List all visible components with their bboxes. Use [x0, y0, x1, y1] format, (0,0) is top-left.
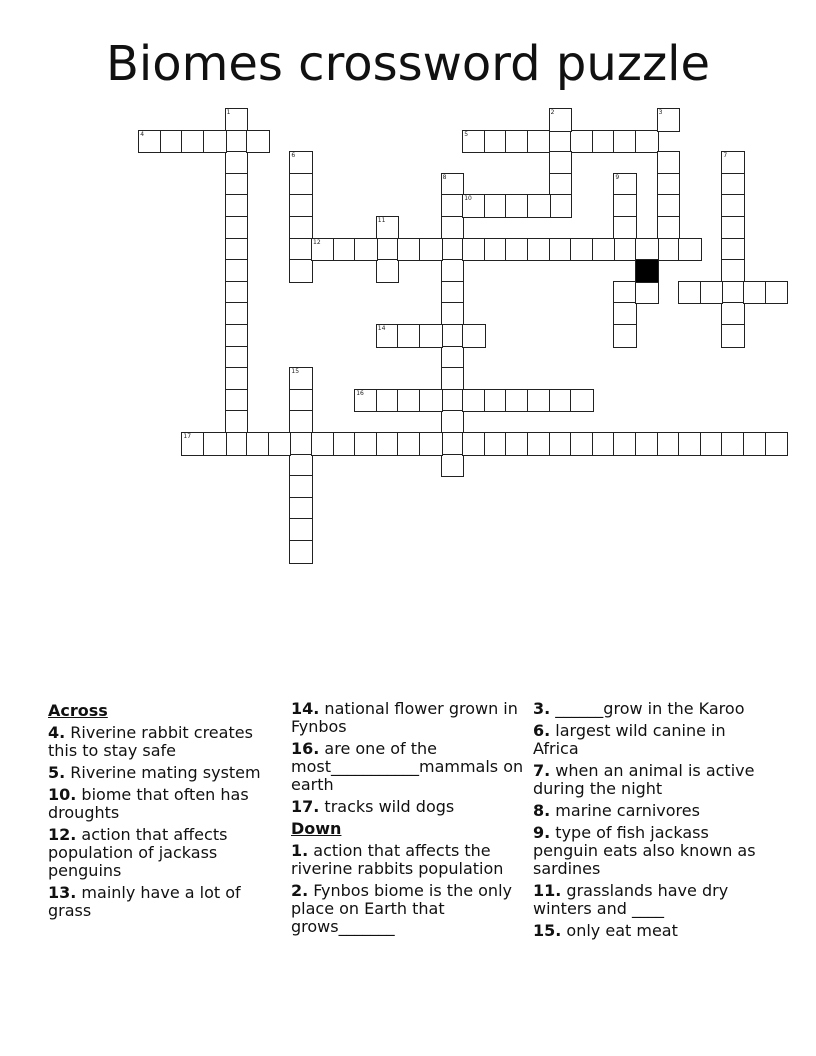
crossword-cell[interactable] — [225, 108, 249, 132]
clue-number-label: 16. — [291, 739, 320, 758]
crossword-cell[interactable] — [462, 389, 486, 413]
crossword-cell[interactable] — [635, 238, 659, 262]
crossword-cell[interactable] — [721, 238, 745, 262]
clue-text: are one of the most___________mammals on earth — [291, 739, 524, 794]
crossword-cell[interactable] — [225, 194, 249, 218]
crossword-cell[interactable] — [657, 173, 681, 197]
crossword-cell[interactable] — [289, 389, 313, 413]
clue-number: 10 — [464, 195, 472, 203]
crossword-cell[interactable] — [441, 367, 465, 391]
clue-number-label: 4. — [48, 723, 66, 742]
crossword-cell[interactable] — [549, 432, 573, 456]
crossword-cell[interactable] — [289, 475, 313, 499]
crossword-cell[interactable] — [765, 432, 789, 456]
clue-item — [533, 882, 773, 918]
crossword-cell[interactable] — [657, 432, 681, 456]
clue-text: national flower grown in Fynbos — [291, 699, 518, 736]
crossword-cell[interactable] — [397, 432, 421, 456]
crossword-cell[interactable] — [397, 238, 421, 262]
clue-number: 12 — [313, 238, 321, 246]
crossword-cell[interactable] — [505, 389, 529, 413]
clue-number: 8 — [442, 173, 447, 181]
clue-item — [291, 882, 526, 936]
clue-number: 7 — [723, 152, 728, 160]
crossword-cell[interactable] — [657, 151, 681, 175]
crossword-cell[interactable] — [311, 238, 335, 262]
clue-item — [291, 740, 526, 794]
crossword-cell[interactable] — [527, 194, 551, 218]
crossword-cell[interactable] — [549, 130, 573, 154]
clue-item — [48, 724, 278, 760]
clue-item — [48, 764, 278, 782]
crossword-cell[interactable] — [441, 389, 465, 413]
crossword-cell[interactable] — [635, 130, 659, 154]
clue-number-label: 3. — [533, 699, 551, 718]
crossword-cell[interactable] — [160, 130, 184, 154]
clue-number: 6 — [291, 152, 296, 160]
crossword-cell[interactable] — [484, 238, 508, 262]
crossword-cell[interactable] — [441, 410, 465, 434]
crossword-cell[interactable] — [289, 151, 313, 175]
crossword-cell[interactable] — [225, 173, 249, 197]
clue-number-label: 1. — [291, 841, 309, 860]
clue-number-label: 8. — [533, 801, 551, 820]
crossword-cell[interactable] — [225, 432, 249, 456]
crossword-cell[interactable] — [441, 281, 465, 305]
crossword-cell[interactable] — [570, 432, 594, 456]
crossword-cell[interactable] — [484, 130, 508, 154]
crossword-cell[interactable] — [289, 432, 313, 456]
crossword-cell[interactable] — [527, 432, 551, 456]
crossword-cell[interactable] — [613, 194, 637, 218]
crossword-cell[interactable] — [376, 259, 400, 283]
clue-item — [533, 762, 773, 798]
crossword-cell[interactable] — [289, 518, 313, 542]
crossword-cell[interactable] — [225, 130, 249, 154]
crossword-cell[interactable] — [419, 432, 443, 456]
crossword-cell[interactable] — [657, 216, 681, 240]
crossword-cell[interactable] — [246, 130, 270, 154]
crossword-cell[interactable] — [419, 389, 443, 413]
clue-item — [48, 826, 278, 880]
crossword-cell[interactable] — [354, 432, 378, 456]
puzzle-title: Biomes crossword puzzle — [105, 36, 711, 92]
clue-item — [533, 824, 773, 878]
clue-text: action that affects population of jackass penguins — [48, 825, 228, 880]
crossword-cell[interactable] — [549, 194, 573, 218]
clue-text: tracks wild dogs — [319, 797, 455, 816]
crossword-cell[interactable] — [225, 281, 249, 305]
crossword-cell[interactable] — [613, 238, 637, 262]
crossword-cell[interactable] — [743, 432, 767, 456]
crossword-cell[interactable] — [700, 281, 724, 305]
clue-number: 9 — [615, 173, 620, 181]
crossword-cell[interactable] — [527, 130, 551, 154]
crossword-cell[interactable] — [505, 238, 529, 262]
crossword-cell[interactable] — [700, 432, 724, 456]
crossword-cell[interactable] — [354, 238, 378, 262]
crossword-cell[interactable] — [678, 432, 702, 456]
crossword-cell[interactable] — [505, 194, 529, 218]
crossword-cell[interactable] — [721, 259, 745, 283]
crossword-cell[interactable] — [484, 194, 508, 218]
crossword-cell[interactable] — [333, 432, 357, 456]
clue-number-label: 15. — [533, 921, 562, 940]
clues-column-3 — [533, 700, 773, 944]
clue-text: grasslands have dry winters and ____ — [533, 881, 729, 918]
crossword-cell[interactable] — [354, 389, 378, 413]
clue-number: 11 — [377, 217, 386, 224]
crossword-cell[interactable] — [678, 281, 702, 305]
crossword-cell[interactable] — [635, 281, 659, 305]
crossword-cell[interactable] — [505, 432, 529, 456]
clue-text: only eat meat — [561, 921, 678, 940]
crossword-cell[interactable] — [549, 151, 573, 175]
crossword-cell[interactable] — [441, 259, 465, 283]
crossword-cell[interactable] — [613, 216, 637, 240]
clue-item — [291, 700, 526, 736]
clue-number: 2 — [550, 109, 555, 116]
down-heading: Down — [291, 819, 342, 838]
crossword-cell[interactable] — [181, 432, 205, 456]
crossword-cell[interactable] — [484, 389, 508, 413]
crossword-cell[interactable] — [613, 432, 637, 456]
clue-text: largest wild canine in Africa — [533, 721, 726, 758]
clue-text: action that affects the riverine rabbits population — [291, 841, 504, 878]
crossword-cell[interactable] — [505, 130, 529, 154]
crossword-cell[interactable] — [657, 238, 681, 262]
clue-number-label: 10. — [48, 785, 77, 804]
clue-item — [533, 922, 773, 940]
clue-text: type of fish jackass penguin eats also known as sardines — [533, 823, 756, 878]
clue-text: marine carnivores — [550, 801, 700, 820]
clue-text: ______grow in the Karoo — [550, 699, 745, 718]
crossword-cell[interactable] — [462, 238, 486, 262]
clue-number: 5 — [464, 130, 469, 138]
clue-text: mainly have a lot of grass — [48, 883, 241, 920]
crossword-cell[interactable] — [419, 238, 443, 262]
clue-item — [533, 802, 773, 820]
clue-number: 4 — [140, 130, 145, 138]
crossword-cell[interactable] — [765, 281, 789, 305]
crossword-cell[interactable] — [613, 324, 637, 348]
crossword-cell[interactable] — [311, 432, 335, 456]
clues-column-1 — [48, 700, 278, 924]
crossword-cell[interactable] — [484, 432, 508, 456]
clue-number-label: 6. — [533, 721, 551, 740]
crossword-cell[interactable] — [721, 173, 745, 197]
crossword-cell[interactable] — [549, 389, 573, 413]
crossword-cell[interactable] — [721, 194, 745, 218]
crossword-cell[interactable] — [743, 281, 767, 305]
crossword-cell[interactable] — [397, 324, 421, 348]
clue-text: when an animal is active during the night — [533, 761, 755, 798]
clue-number: 14 — [377, 325, 386, 332]
crossword-cell[interactable] — [721, 216, 745, 240]
clue-number-label: 14. — [291, 699, 320, 718]
crossword-cell[interactable] — [570, 238, 594, 262]
crossword-cell[interactable] — [376, 238, 400, 262]
clue-number: 17 — [183, 433, 192, 440]
crossword-cell[interactable] — [289, 238, 313, 262]
crossword-cell[interactable] — [225, 238, 249, 262]
crossword-cell[interactable] — [721, 281, 745, 305]
crossword-cell[interactable] — [225, 410, 249, 434]
crossword-cell[interactable] — [549, 238, 573, 262]
crossword-cell[interactable] — [721, 432, 745, 456]
crossword-cell[interactable] — [268, 432, 292, 456]
clue-number-label: 9. — [533, 823, 551, 842]
crossword-cell[interactable] — [441, 324, 465, 348]
crossword-cell[interactable] — [527, 389, 551, 413]
clue-number-label: 2. — [291, 881, 309, 900]
crossword-cell[interactable] — [376, 389, 400, 413]
clue-number: 16 — [356, 389, 364, 397]
crossword-cell[interactable] — [570, 389, 594, 413]
crossword-cell[interactable] — [289, 194, 313, 218]
clue-text: Riverine rabbit creates this to stay safe — [48, 723, 253, 760]
crossword-cell[interactable] — [225, 151, 249, 175]
crossword-cell[interactable] — [333, 238, 357, 262]
crossword-cell[interactable] — [441, 216, 465, 240]
crossword-cell[interactable] — [441, 302, 465, 326]
crossword-cell[interactable] — [376, 324, 400, 348]
crossword-cell[interactable] — [527, 238, 551, 262]
crossword-cell[interactable] — [549, 173, 573, 197]
across-heading: Across — [48, 701, 108, 720]
crossword-cell[interactable] — [289, 173, 313, 197]
clue-item — [533, 722, 773, 758]
crossword-cell[interactable] — [289, 259, 313, 283]
crossword-cell[interactable] — [225, 389, 249, 413]
crossword-cell[interactable] — [678, 238, 702, 262]
crossword-cell[interactable] — [289, 497, 313, 521]
crossword-cell[interactable] — [138, 130, 162, 154]
crossword-cell[interactable] — [592, 130, 616, 154]
crossword-cell[interactable] — [289, 367, 313, 391]
crossword-cell[interactable] — [225, 324, 249, 348]
clues-column-2 — [291, 700, 526, 940]
crossword-cell[interactable] — [203, 130, 227, 154]
clue-number-label: 5. — [48, 763, 66, 782]
crossword-cell[interactable] — [397, 389, 421, 413]
crossword-cell[interactable] — [289, 454, 313, 478]
crossword-cell[interactable] — [462, 130, 486, 154]
crossword-cell[interactable] — [613, 281, 637, 305]
crossword-cell[interactable] — [441, 346, 465, 370]
clue-number: 15 — [291, 368, 300, 376]
crossword-cell[interactable] — [441, 238, 465, 262]
crossword-cell[interactable] — [441, 173, 465, 197]
crossword-cell[interactable] — [289, 410, 313, 434]
crossword-cell[interactable] — [203, 432, 227, 456]
crossword-cell[interactable] — [289, 216, 313, 240]
crossword-cell[interactable] — [225, 259, 249, 283]
crossword-cell[interactable] — [376, 432, 400, 456]
crossword-cell[interactable] — [246, 432, 270, 456]
crossword-cell[interactable] — [462, 194, 486, 218]
crossword-cell[interactable] — [181, 130, 205, 154]
crossword-cell[interactable] — [225, 367, 249, 391]
crossword-cell[interactable] — [441, 432, 465, 456]
crossword-cell[interactable] — [657, 194, 681, 218]
crossword-cell[interactable] — [592, 432, 616, 456]
clue-number-label: 17. — [291, 797, 320, 816]
crossword-cell[interactable] — [635, 432, 659, 456]
crossword-cell[interactable] — [225, 216, 249, 240]
crossword-cell[interactable] — [721, 151, 745, 175]
clue-item — [291, 798, 526, 816]
crossword-cell[interactable] — [721, 324, 745, 348]
crossword-cell[interactable] — [419, 324, 443, 348]
crossword-cell[interactable] — [462, 432, 486, 456]
clue-number-label: 7. — [533, 761, 551, 780]
crossword-cell[interactable] — [441, 194, 465, 218]
blocked-cell — [635, 259, 659, 283]
clue-item — [48, 884, 278, 920]
clue-item — [48, 786, 278, 822]
crossword-cell[interactable] — [289, 540, 313, 564]
crossword-cell[interactable] — [592, 238, 616, 262]
clue-number-label: 12. — [48, 825, 77, 844]
crossword-cell[interactable] — [613, 302, 637, 326]
crossword-cell[interactable] — [721, 302, 745, 326]
crossword-cell[interactable] — [376, 216, 400, 240]
clue-text: biome that often has droughts — [48, 785, 249, 822]
clue-item — [291, 842, 526, 878]
clue-number: 1 — [226, 109, 231, 116]
crossword-cell[interactable] — [225, 346, 249, 370]
crossword-cell[interactable] — [657, 108, 681, 132]
crossword-cell[interactable] — [225, 302, 249, 326]
crossword-cell[interactable] — [613, 173, 637, 197]
crossword-cell[interactable] — [549, 108, 573, 132]
clue-number-label: 11. — [533, 881, 562, 900]
crossword-cell[interactable] — [441, 454, 465, 478]
crossword-cell[interactable] — [613, 130, 637, 154]
clue-text: Fynbos biome is the only place on Earth that grows_______ — [291, 881, 512, 936]
clue-item — [533, 700, 773, 718]
clue-text: Riverine mating system — [65, 763, 261, 782]
crossword-cell[interactable] — [570, 130, 594, 154]
clue-number: 3 — [658, 109, 663, 116]
crossword-cell[interactable] — [462, 324, 486, 348]
clue-number-label: 13. — [48, 883, 77, 902]
